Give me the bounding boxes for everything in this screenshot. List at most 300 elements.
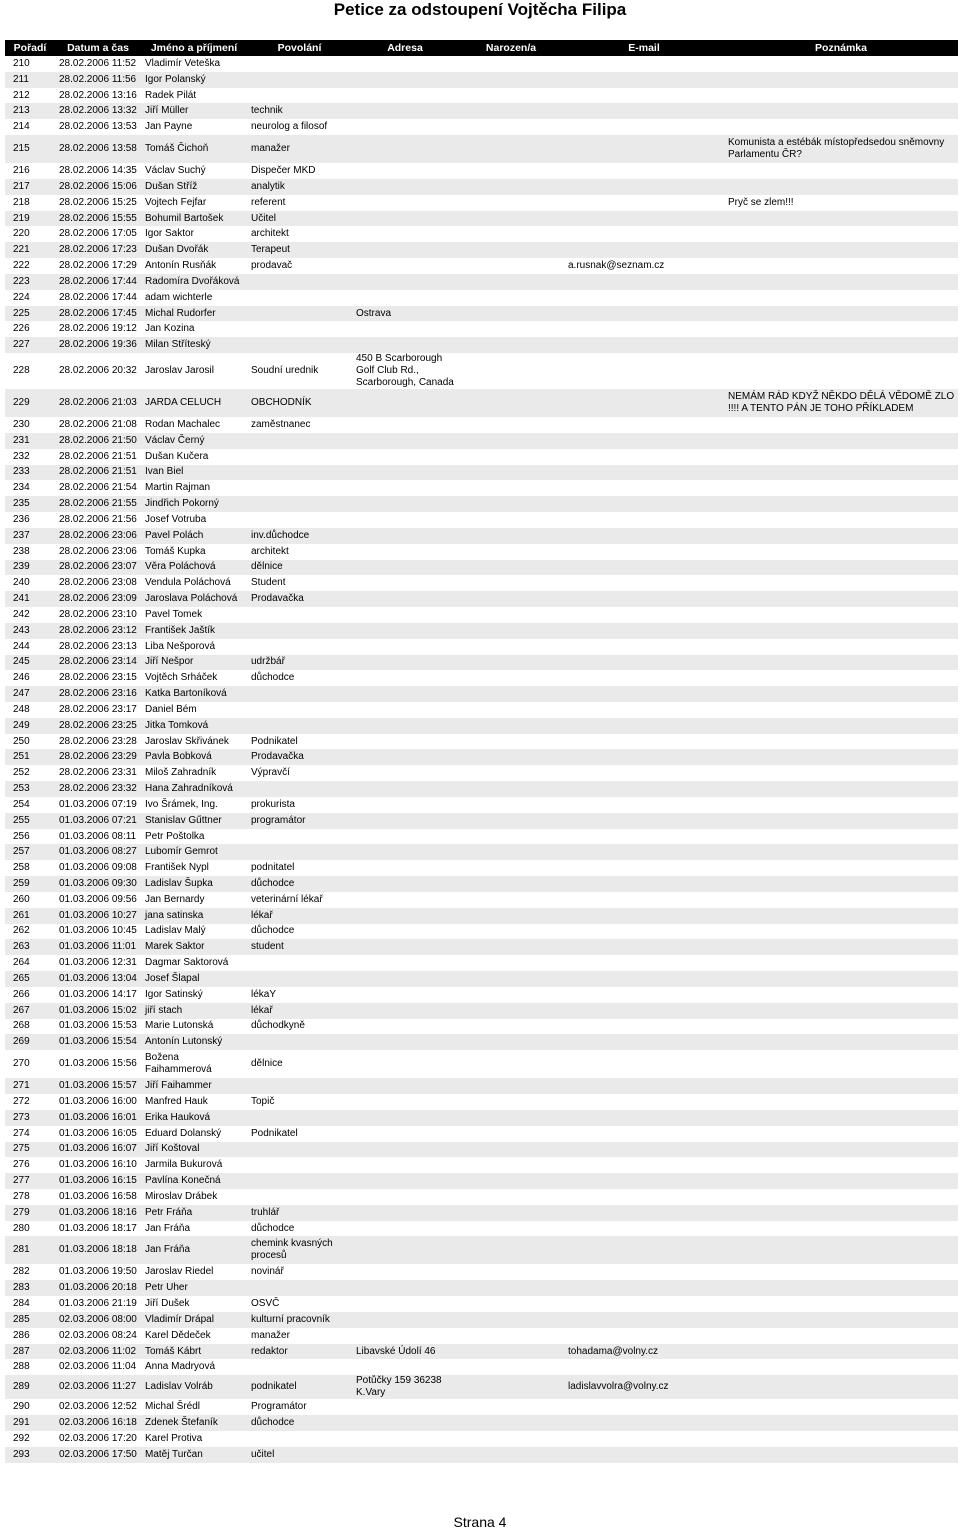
table-row (5, 306, 958, 322)
cell-name: Věra Poláchová (141, 560, 247, 576)
cell-name: jiří stach (141, 1003, 247, 1019)
cell-born (458, 163, 564, 179)
cell-name: Božena Faihammerová (141, 1050, 247, 1078)
cell-occupation (247, 1173, 352, 1189)
cell-occupation: Programátor (247, 1399, 352, 1415)
cell-datetime: 28.02.2006 23:10 (55, 607, 141, 623)
cell-born (458, 924, 564, 940)
cell-email (564, 211, 724, 227)
cell-name: Martin Rajman (141, 480, 247, 496)
cell-email (564, 290, 724, 306)
cell-occupation: zaměstnanec (247, 417, 352, 433)
cell-born (458, 195, 564, 211)
cell-datetime: 01.03.2006 09:56 (55, 892, 141, 908)
cell-email (564, 88, 724, 104)
cell-email (564, 639, 724, 655)
cell-datetime: 02.03.2006 11:02 (55, 1344, 141, 1360)
cell-order: 229 (5, 389, 55, 417)
cell-address: Libavské Údolí 46 (352, 1344, 458, 1360)
cell-datetime: 01.03.2006 16:58 (55, 1189, 141, 1205)
cell-email (564, 591, 724, 607)
cell-name: Daniel Bém (141, 702, 247, 718)
cell-order: 253 (5, 781, 55, 797)
cell-email: ladislavvolra@volny.cz (564, 1375, 724, 1399)
cell-born (458, 179, 564, 195)
cell-note (724, 892, 958, 908)
cell-address (352, 512, 458, 528)
cell-name: Bohumil Bartošek (141, 211, 247, 227)
cell-occupation: kulturní pracovník (247, 1312, 352, 1328)
cell-name: Eduard Dolanský (141, 1126, 247, 1142)
cell-born (458, 1050, 564, 1078)
cell-datetime: 01.03.2006 11:01 (55, 939, 141, 955)
cell-name: Tomáš Kábrt (141, 1344, 247, 1360)
cell-address (352, 1173, 458, 1189)
cell-note (724, 496, 958, 512)
cell-note (724, 670, 958, 686)
cell-note (724, 1447, 958, 1463)
table-row (5, 560, 958, 576)
cell-name: Zdenek Štefaník (141, 1415, 247, 1431)
cell-email (564, 119, 724, 135)
cell-order: 280 (5, 1221, 55, 1237)
cell-order: 269 (5, 1034, 55, 1050)
cell-note (724, 844, 958, 860)
cell-address (352, 1359, 458, 1375)
cell-note (724, 433, 958, 449)
cell-note (724, 449, 958, 465)
cell-datetime: 02.03.2006 11:04 (55, 1359, 141, 1375)
cell-occupation: lékaY (247, 987, 352, 1003)
cell-email (564, 939, 724, 955)
cell-datetime: 28.02.2006 17:44 (55, 274, 141, 290)
table-row (5, 781, 958, 797)
cell-name: Vojtech Fejfar (141, 195, 247, 211)
cell-address (352, 591, 458, 607)
cell-datetime: 28.02.2006 17:23 (55, 242, 141, 258)
cell-datetime: 28.02.2006 23:28 (55, 734, 141, 750)
cell-address (352, 1415, 458, 1431)
cell-occupation (247, 844, 352, 860)
cell-email (564, 389, 724, 417)
cell-born (458, 1173, 564, 1189)
cell-occupation (247, 1110, 352, 1126)
cell-born (458, 1142, 564, 1158)
table-row (5, 1173, 958, 1189)
cell-occupation (247, 1189, 352, 1205)
cell-datetime: 01.03.2006 16:10 (55, 1157, 141, 1173)
cell-address (352, 924, 458, 940)
cell-note (724, 797, 958, 813)
cell-datetime: 28.02.2006 19:36 (55, 337, 141, 353)
cell-born (458, 829, 564, 845)
cell-occupation (247, 1280, 352, 1296)
cell-datetime: 28.02.2006 23:31 (55, 765, 141, 781)
cell-note (724, 480, 958, 496)
cell-address (352, 119, 458, 135)
cell-note (724, 211, 958, 227)
cell-born (458, 765, 564, 781)
cell-order: 225 (5, 306, 55, 322)
cell-datetime: 28.02.2006 23:25 (55, 718, 141, 734)
cell-note (724, 88, 958, 104)
cell-note: Komunista a estébák místopředsedou sněmovny Parlamentu ČR? (724, 135, 958, 163)
cell-note (724, 417, 958, 433)
cell-note (724, 1126, 958, 1142)
table-row (5, 1126, 958, 1142)
cell-born (458, 1034, 564, 1050)
cell-order: 217 (5, 179, 55, 195)
cell-name: Ladislav Malý (141, 924, 247, 940)
cell-occupation: důchodce (247, 1415, 352, 1431)
cell-occupation: Terapeut (247, 242, 352, 258)
cell-born (458, 135, 564, 163)
cell-address (352, 72, 458, 88)
cell-note (724, 1359, 958, 1375)
cell-datetime: 01.03.2006 16:00 (55, 1094, 141, 1110)
cell-datetime: 01.03.2006 15:56 (55, 1050, 141, 1078)
cell-order: 266 (5, 987, 55, 1003)
cell-note (724, 163, 958, 179)
cell-datetime: 02.03.2006 08:24 (55, 1328, 141, 1344)
cell-datetime: 01.03.2006 10:27 (55, 908, 141, 924)
cell-name: Marek Saktor (141, 939, 247, 955)
table-row (5, 765, 958, 781)
cell-address (352, 1296, 458, 1312)
cell-address (352, 623, 458, 639)
cell-email (564, 987, 724, 1003)
column-header-address: Adresa (352, 40, 458, 56)
table-row (5, 72, 958, 88)
cell-name: Vojtěch Srháček (141, 670, 247, 686)
table-row (5, 528, 958, 544)
cell-order: 262 (5, 924, 55, 940)
cell-datetime: 01.03.2006 16:15 (55, 1173, 141, 1189)
cell-order: 243 (5, 623, 55, 639)
cell-address (352, 987, 458, 1003)
cell-born (458, 56, 564, 72)
cell-name: Pavla Bobková (141, 749, 247, 765)
cell-datetime: 01.03.2006 09:30 (55, 876, 141, 892)
cell-name: Tomáš Kupka (141, 544, 247, 560)
cell-name: Václav Černý (141, 433, 247, 449)
cell-occupation (247, 465, 352, 481)
cell-address (352, 1003, 458, 1019)
cell-name: Michal Šrédl (141, 1399, 247, 1415)
cell-datetime: 28.02.2006 23:17 (55, 702, 141, 718)
cell-address (352, 813, 458, 829)
cell-email (564, 781, 724, 797)
cell-datetime: 28.02.2006 15:06 (55, 179, 141, 195)
cell-order: 274 (5, 1126, 55, 1142)
cell-order: 224 (5, 290, 55, 306)
cell-occupation: prodavač (247, 258, 352, 274)
cell-name: Petr Uher (141, 1280, 247, 1296)
table-row (5, 1189, 958, 1205)
cell-note (724, 306, 958, 322)
cell-name: Jan Fráňa (141, 1236, 247, 1264)
cell-email (564, 72, 724, 88)
cell-datetime: 28.02.2006 23:12 (55, 623, 141, 639)
cell-order: 273 (5, 1110, 55, 1126)
cell-order: 248 (5, 702, 55, 718)
cell-datetime: 28.02.2006 23:08 (55, 575, 141, 591)
cell-email (564, 924, 724, 940)
cell-occupation: architekt (247, 226, 352, 242)
cell-email (564, 1050, 724, 1078)
table-row (5, 119, 958, 135)
cell-born (458, 103, 564, 119)
table-row (5, 480, 958, 496)
cell-email (564, 1296, 724, 1312)
cell-note (724, 1142, 958, 1158)
cell-occupation: Prodavačka (247, 591, 352, 607)
cell-datetime: 28.02.2006 21:56 (55, 512, 141, 528)
cell-address (352, 1236, 458, 1264)
cell-occupation: analytik (247, 179, 352, 195)
cell-born (458, 1431, 564, 1447)
cell-datetime: 28.02.2006 21:50 (55, 433, 141, 449)
cell-name: Vladimír Drápal (141, 1312, 247, 1328)
cell-born (458, 718, 564, 734)
cell-note (724, 686, 958, 702)
cell-name: Jan Kozina (141, 321, 247, 337)
cell-born (458, 389, 564, 417)
cell-born (458, 971, 564, 987)
cell-address (352, 829, 458, 845)
cell-datetime: 28.02.2006 11:56 (55, 72, 141, 88)
cell-email (564, 528, 724, 544)
cell-note (724, 813, 958, 829)
cell-born (458, 528, 564, 544)
cell-occupation: Prodavačka (247, 749, 352, 765)
cell-born (458, 749, 564, 765)
cell-born (458, 480, 564, 496)
cell-born (458, 1359, 564, 1375)
table-row (5, 1399, 958, 1415)
table-row (5, 353, 958, 389)
cell-name: adam wichterle (141, 290, 247, 306)
table-row (5, 449, 958, 465)
cell-order: 244 (5, 639, 55, 655)
cell-address (352, 1110, 458, 1126)
cell-address (352, 560, 458, 576)
cell-occupation: neurolog a filosof (247, 119, 352, 135)
cell-note (724, 718, 958, 734)
cell-datetime: 28.02.2006 23:06 (55, 528, 141, 544)
cell-note (724, 607, 958, 623)
cell-datetime: 28.02.2006 23:15 (55, 670, 141, 686)
table-row (5, 1078, 958, 1094)
cell-order: 283 (5, 1280, 55, 1296)
cell-note (724, 734, 958, 750)
cell-email (564, 892, 724, 908)
column-header-email: E-mail (564, 40, 724, 56)
cell-address: 450 B Scarborough Golf Club Rd., Scarborough, Canada (352, 353, 458, 389)
cell-note (724, 1399, 958, 1415)
cell-email (564, 1003, 724, 1019)
cell-occupation: dělnice (247, 560, 352, 576)
cell-email (564, 353, 724, 389)
cell-name: Václav Suchý (141, 163, 247, 179)
cell-address (352, 226, 458, 242)
cell-email (564, 1110, 724, 1126)
cell-order: 223 (5, 274, 55, 290)
cell-born (458, 1415, 564, 1431)
cell-order: 279 (5, 1205, 55, 1221)
cell-note (724, 749, 958, 765)
cell-datetime: 28.02.2006 23:13 (55, 639, 141, 655)
cell-name: Liba Nešporová (141, 639, 247, 655)
cell-note (724, 908, 958, 924)
cell-occupation: novinář (247, 1264, 352, 1280)
cell-name: Jiří Nešpor (141, 655, 247, 671)
cell-note: Pryč se zlem!!! (724, 195, 958, 211)
cell-note (724, 1415, 958, 1431)
cell-order: 215 (5, 135, 55, 163)
cell-email (564, 971, 724, 987)
cell-datetime: 01.03.2006 14:17 (55, 987, 141, 1003)
cell-email (564, 242, 724, 258)
cell-born (458, 844, 564, 860)
cell-note (724, 1157, 958, 1173)
cell-name: Ivo Šrámek, Ing. (141, 797, 247, 813)
cell-email (564, 103, 724, 119)
table-row (5, 623, 958, 639)
cell-datetime: 01.03.2006 09:08 (55, 860, 141, 876)
cell-email (564, 179, 724, 195)
cell-datetime: 01.03.2006 20:18 (55, 1280, 141, 1296)
cell-note (724, 1221, 958, 1237)
cell-order: 213 (5, 103, 55, 119)
cell-note (724, 955, 958, 971)
cell-order: 222 (5, 258, 55, 274)
cell-address (352, 56, 458, 72)
cell-datetime: 28.02.2006 15:25 (55, 195, 141, 211)
cell-name: Dušan Dvořák (141, 242, 247, 258)
cell-address (352, 1399, 458, 1415)
table-row (5, 389, 958, 417)
cell-note (724, 1205, 958, 1221)
cell-name: Pavel Polách (141, 528, 247, 544)
cell-email (564, 623, 724, 639)
cell-born (458, 1221, 564, 1237)
cell-order: 220 (5, 226, 55, 242)
table-row (5, 924, 958, 940)
cell-datetime: 28.02.2006 17:44 (55, 290, 141, 306)
cell-address (352, 860, 458, 876)
cell-note (724, 1094, 958, 1110)
cell-email (564, 480, 724, 496)
cell-datetime: 01.03.2006 12:31 (55, 955, 141, 971)
cell-address (352, 290, 458, 306)
table-row (5, 892, 958, 908)
cell-note (724, 1110, 958, 1126)
cell-note (724, 591, 958, 607)
cell-occupation (247, 781, 352, 797)
cell-note (724, 623, 958, 639)
cell-born (458, 119, 564, 135)
cell-order: 250 (5, 734, 55, 750)
cell-address (352, 908, 458, 924)
cell-born (458, 353, 564, 389)
cell-email (564, 417, 724, 433)
cell-email (564, 1173, 724, 1189)
cell-occupation: truhlář (247, 1205, 352, 1221)
cell-order: 238 (5, 544, 55, 560)
cell-address (352, 135, 458, 163)
cell-note (724, 655, 958, 671)
cell-name: Pavlína Konečná (141, 1173, 247, 1189)
cell-occupation: Topič (247, 1094, 352, 1110)
cell-email (564, 955, 724, 971)
cell-occupation: Výpravčí (247, 765, 352, 781)
cell-datetime: 01.03.2006 21:19 (55, 1296, 141, 1312)
table-row (5, 88, 958, 104)
column-header-note: Poznámka (724, 40, 958, 56)
cell-note (724, 290, 958, 306)
cell-datetime: 02.03.2006 16:18 (55, 1415, 141, 1431)
cell-address (352, 876, 458, 892)
cell-name: jana satinska (141, 908, 247, 924)
table-row (5, 1312, 958, 1328)
cell-address (352, 242, 458, 258)
cell-order: 252 (5, 765, 55, 781)
cell-datetime: 28.02.2006 20:32 (55, 353, 141, 389)
table-row (5, 876, 958, 892)
cell-datetime: 28.02.2006 23:06 (55, 544, 141, 560)
cell-note (724, 321, 958, 337)
cell-name: Igor Polanský (141, 72, 247, 88)
cell-occupation: důchodkyně (247, 1019, 352, 1035)
cell-address (352, 465, 458, 481)
cell-datetime: 01.03.2006 13:04 (55, 971, 141, 987)
cell-name: Michal Rudorfer (141, 306, 247, 322)
table-row (5, 337, 958, 353)
cell-occupation (247, 1034, 352, 1050)
cell-order: 267 (5, 1003, 55, 1019)
cell-datetime: 28.02.2006 17:29 (55, 258, 141, 274)
cell-address (352, 844, 458, 860)
cell-born (458, 465, 564, 481)
cell-address (352, 195, 458, 211)
cell-note (724, 353, 958, 389)
cell-address (352, 321, 458, 337)
cell-datetime: 01.03.2006 07:19 (55, 797, 141, 813)
cell-occupation: programátor (247, 813, 352, 829)
cell-order: 230 (5, 417, 55, 433)
cell-note (724, 528, 958, 544)
cell-datetime: 01.03.2006 18:17 (55, 1221, 141, 1237)
table-row (5, 1003, 958, 1019)
table-row (5, 1142, 958, 1158)
cell-address (352, 1126, 458, 1142)
table-row (5, 797, 958, 813)
cell-occupation (247, 718, 352, 734)
cell-datetime: 01.03.2006 08:27 (55, 844, 141, 860)
cell-born (458, 337, 564, 353)
cell-email (564, 337, 724, 353)
cell-datetime: 01.03.2006 18:18 (55, 1236, 141, 1264)
cell-name: Jan Fráňa (141, 1221, 247, 1237)
cell-order: 265 (5, 971, 55, 987)
table-row (5, 1431, 958, 1447)
cell-address (352, 1142, 458, 1158)
cell-order: 216 (5, 163, 55, 179)
cell-born (458, 702, 564, 718)
cell-email (564, 135, 724, 163)
table-row (5, 242, 958, 258)
